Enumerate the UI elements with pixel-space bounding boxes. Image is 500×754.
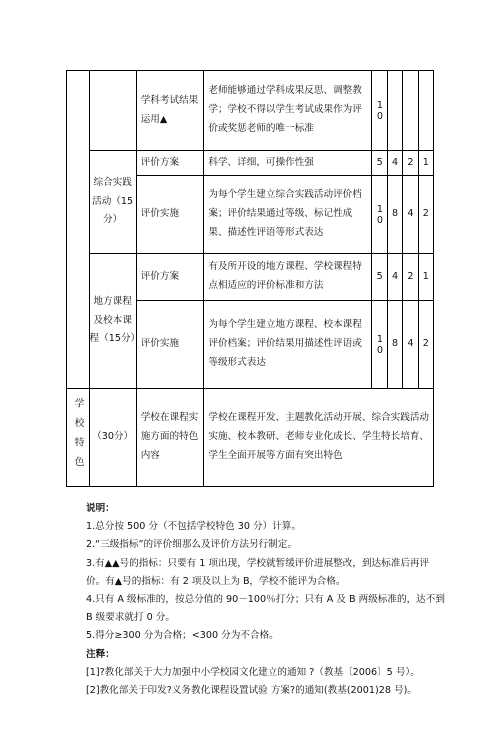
- score-cell: [372, 71, 387, 151]
- score-cell: 1: [418, 254, 433, 301]
- notes-heading: 说明：: [86, 503, 115, 514]
- score-cell: 1: [418, 151, 433, 176]
- level2-cell-empty: [89, 71, 136, 151]
- item-cell: 评价方案: [136, 254, 204, 301]
- score-value: 10: [374, 203, 386, 226]
- score-cell: [418, 71, 433, 151]
- item-cell: 评价实施: [136, 176, 204, 254]
- score-cell: 5: [372, 254, 387, 301]
- score-value: 10: [374, 333, 386, 356]
- table-row: [67, 71, 434, 151]
- standard-cell: 有及所开设的地方课程、学校课程特点相适应的评价标准和方法: [204, 254, 372, 301]
- table-row: [67, 389, 434, 487]
- score-cell: 2: [418, 301, 433, 389]
- item-cell: 学校在课程实施方面的特色内容: [136, 389, 204, 487]
- score-cell: [387, 71, 402, 151]
- standard-cell: 学校在课程开发、主题教化活动开展、综合实践活动实施、校本教研、老师专业化成长、学生特长培育、学生全面开展等方面有突出特色: [204, 389, 434, 487]
- note-item: 2.“三级指标”的评价细那么及评价方法另行制定。: [86, 539, 297, 551]
- score-cell: 2: [403, 151, 418, 176]
- evaluation-table: [66, 70, 434, 487]
- annotation-heading: 注释：: [86, 648, 115, 660]
- item-cell: 评价实施: [136, 301, 204, 389]
- standard-cell: 老师能够通过学科成果反思、调整教学；学校不得以学生考试成果作为评价或奖惩老师的唯一标准: [204, 71, 372, 151]
- note-item: 3.有▲▲号的指标：只要有 1 项出现，学校就暂缓评价进展整改，到达标准后再评价。有▲号的指标：有 2 项及以上为 B，学校不能评为合格。: [86, 557, 430, 587]
- score-cell: [372, 301, 387, 389]
- score-cell: [403, 71, 418, 151]
- score-cell: 4: [403, 176, 418, 254]
- group-cell-comprehensive: 综合实践活动（15分）: [89, 151, 136, 254]
- standard-cell: 为每个学生建立地方课程、校本课程评价档案；评价结果用描述性评语或等级形式表达: [204, 301, 372, 389]
- standard-cell: 为每个学生建立综合实践活动评价档案；评价结果通过等级、标记性成果、描述性评语等形式表达: [204, 176, 372, 254]
- score-cell: 2: [418, 176, 433, 254]
- score-cell: 4: [387, 151, 402, 176]
- score-cell: 8: [387, 176, 402, 254]
- item-cell: 学科考试结果运用▲: [136, 71, 204, 151]
- score-value: 10: [374, 99, 386, 122]
- item-cell: 评价方案: [136, 151, 204, 176]
- score-cell: [372, 176, 387, 254]
- school-feature-points: （30分）: [89, 389, 136, 487]
- table-row: [67, 254, 434, 301]
- school-feature-label-cell: [67, 389, 90, 487]
- score-cell: 5: [372, 151, 387, 176]
- note-item: 1.总分按 500 分（不包括学校特色 30 分）计算。: [86, 521, 301, 533]
- notes-section: [86, 500, 446, 700]
- score-cell: 4: [387, 254, 402, 301]
- table-row: [67, 151, 434, 176]
- annotation-item: [1]?教化部关于大力加强中小学校园文化建立的通知 ?（教基〔2006〕5 号）。: [86, 666, 420, 678]
- standard-cell: 科学、详细，可操作性强: [204, 151, 372, 176]
- level1-cell-empty: [67, 71, 90, 389]
- group-cell-local: 地方课程及校本课程（15分）: [89, 254, 136, 389]
- annotation-item: [2]教化部关于印发?义务教化课程设置试验 方案?的通知(教基(2001)28 号)。: [86, 685, 417, 697]
- school-feature-label: 学校特色: [72, 398, 84, 477]
- score-cell: 8: [387, 301, 402, 389]
- score-cell: 2: [403, 254, 418, 301]
- note-item: 4.只有 A 级标准的，按总分值的 90－100％打分；只有 A 及 B 两级标准的，达不到 B 级要求就打 0 分。: [86, 594, 445, 624]
- note-item: 5.得分≥300 分为合格；<300 分为不合格。: [86, 630, 279, 642]
- score-cell: 4: [403, 301, 418, 389]
